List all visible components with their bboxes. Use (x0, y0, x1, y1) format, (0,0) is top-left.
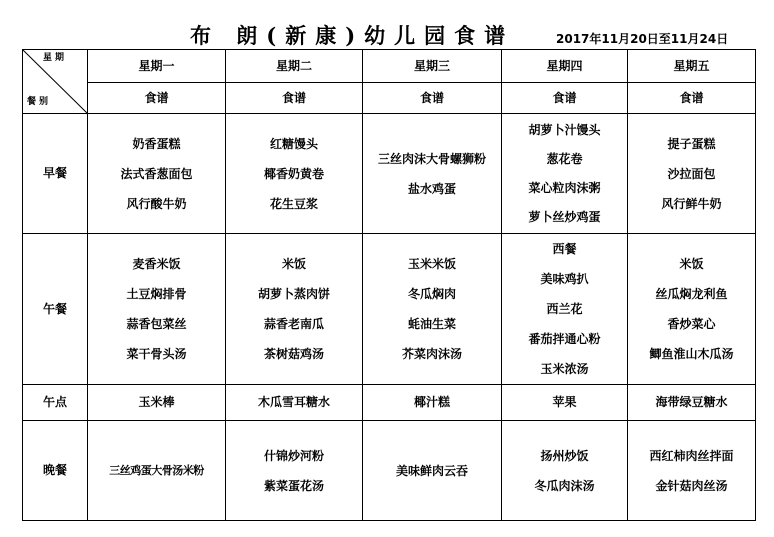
dish: 玉米棒 (138, 395, 175, 410)
dinner-wed (363, 421, 502, 521)
dish: 花生豆浆 (269, 196, 318, 211)
dish: 沙拉面包 (667, 166, 716, 181)
dish: 蚝油生菜 (407, 317, 456, 331)
dish: 茶树菇鸡汤 (263, 347, 324, 361)
dish: 芥菜肉沫汤 (401, 347, 462, 361)
dish: 米饭 (679, 257, 704, 271)
dinner-tue (226, 421, 363, 521)
dinner-row (23, 421, 756, 521)
dish: 法式香葱面包 (120, 166, 193, 181)
lunch-wed (363, 234, 502, 385)
lunch-thu (502, 234, 628, 385)
dish: 米饭 (281, 257, 306, 271)
dish: 胡萝卜蒸肉饼 (257, 287, 330, 301)
dish: 菜心粒肉沫粥 (528, 180, 601, 195)
corner-cell (23, 50, 88, 114)
dish: 冬瓜肉沫汤 (534, 478, 595, 493)
meal-label-snack: 午点 (23, 385, 88, 421)
dish: 蒜香老南瓜 (263, 317, 324, 331)
dish: 麦香米饭 (132, 257, 181, 271)
snack-wed (363, 385, 502, 421)
corner-label-meal: 餐别 (27, 97, 52, 108)
dish: 菜干骨头汤 (126, 347, 187, 361)
snack-tue (226, 385, 363, 421)
dish: 胡萝卜汁馒头 (528, 122, 601, 137)
dish: 土豆焖排骨 (126, 287, 187, 301)
dish: 萝卜丝炒鸡蛋 (528, 209, 601, 224)
snack-mon (88, 385, 226, 421)
snack-fri (628, 385, 756, 421)
header-row-recipe (23, 83, 756, 114)
dish: 玉米米饭 (407, 257, 456, 271)
dish: 红糖馒头 (269, 136, 318, 151)
dish: 葱花卷 (546, 151, 583, 166)
menu-table (22, 49, 756, 521)
dish: 木瓜雪耳糖水 (257, 395, 330, 410)
dish: 椰汁糕 (413, 395, 450, 410)
breakfast-row (23, 114, 756, 234)
breakfast-mon (88, 114, 226, 234)
dish: 三丝肉沫大骨螺狮粉 (377, 151, 486, 166)
dish: 西兰花 (546, 302, 583, 316)
meal-label-breakfast: 早餐 (23, 114, 88, 234)
dish: 西红柿肉丝拌面 (649, 448, 734, 463)
header-row-days (23, 50, 756, 83)
recipe-header: 食谱 (502, 83, 628, 114)
dinner-mon (88, 421, 226, 521)
day-header-thu: 星期四 (502, 50, 628, 83)
lunch-tue (226, 234, 363, 385)
date-range: 2017年11月20日至11月24日 (556, 32, 729, 46)
snack-thu (502, 385, 628, 421)
dish: 鲫鱼淮山木瓜汤 (649, 347, 734, 361)
dish: 香炒菜心 (667, 317, 716, 331)
dish: 提子蛋糕 (667, 136, 716, 151)
dinner-thu (502, 421, 628, 521)
page-title: 布 朗(新康)幼儿园食谱 (190, 23, 515, 48)
recipe-header: 食谱 (88, 83, 226, 114)
dish: 西餐 (552, 242, 577, 256)
breakfast-wed (363, 114, 502, 234)
dish: 什锦炒河粉 (263, 448, 324, 463)
recipe-header: 食谱 (363, 83, 502, 114)
dish: 番茄拌通心粉 (528, 332, 601, 346)
day-header-tue: 星期二 (226, 50, 363, 83)
breakfast-tue (226, 114, 363, 234)
dish: 风行酸牛奶 (126, 196, 187, 211)
dish: 玉米浓汤 (540, 362, 589, 376)
dish: 风行鲜牛奶 (661, 196, 722, 211)
meal-label-dinner: 晚餐 (23, 421, 88, 521)
corner-label-weekday: 星期 (42, 53, 67, 63)
day-header-fri: 星期五 (628, 50, 756, 83)
meal-label-lunch: 午餐 (23, 234, 88, 385)
dish: 盐水鸡蛋 (407, 181, 456, 196)
recipe-header: 食谱 (628, 83, 756, 114)
dish: 金针菇肉丝汤 (655, 478, 728, 493)
dish: 丝瓜焖龙利鱼 (655, 287, 728, 301)
dish: 紫菜蛋花汤 (263, 478, 324, 493)
breakfast-fri (628, 114, 756, 234)
lunch-row (23, 234, 756, 385)
dish: 海带绿豆糖水 (655, 395, 728, 410)
day-header-mon: 星期一 (88, 50, 226, 83)
dish: 蒜香包菜丝 (126, 317, 187, 331)
dish: 苹果 (552, 395, 577, 410)
dish: 奶香蛋糕 (132, 136, 181, 151)
dish: 扬州炒饭 (540, 448, 589, 463)
lunch-mon (88, 234, 226, 385)
dish: 美味鲜肉云吞 (395, 463, 468, 478)
dinner-fri (628, 421, 756, 521)
dish: 椰香奶黄卷 (263, 166, 324, 181)
dish: 冬瓜焖肉 (407, 287, 456, 301)
breakfast-thu (502, 114, 628, 234)
lunch-fri (628, 234, 756, 385)
day-header-wed: 星期三 (363, 50, 502, 83)
dish: 三丝鸡蛋大骨汤米粉 (109, 463, 204, 477)
recipe-header: 食谱 (226, 83, 363, 114)
snack-row (23, 385, 756, 421)
dish: 美味鸡扒 (540, 272, 589, 286)
